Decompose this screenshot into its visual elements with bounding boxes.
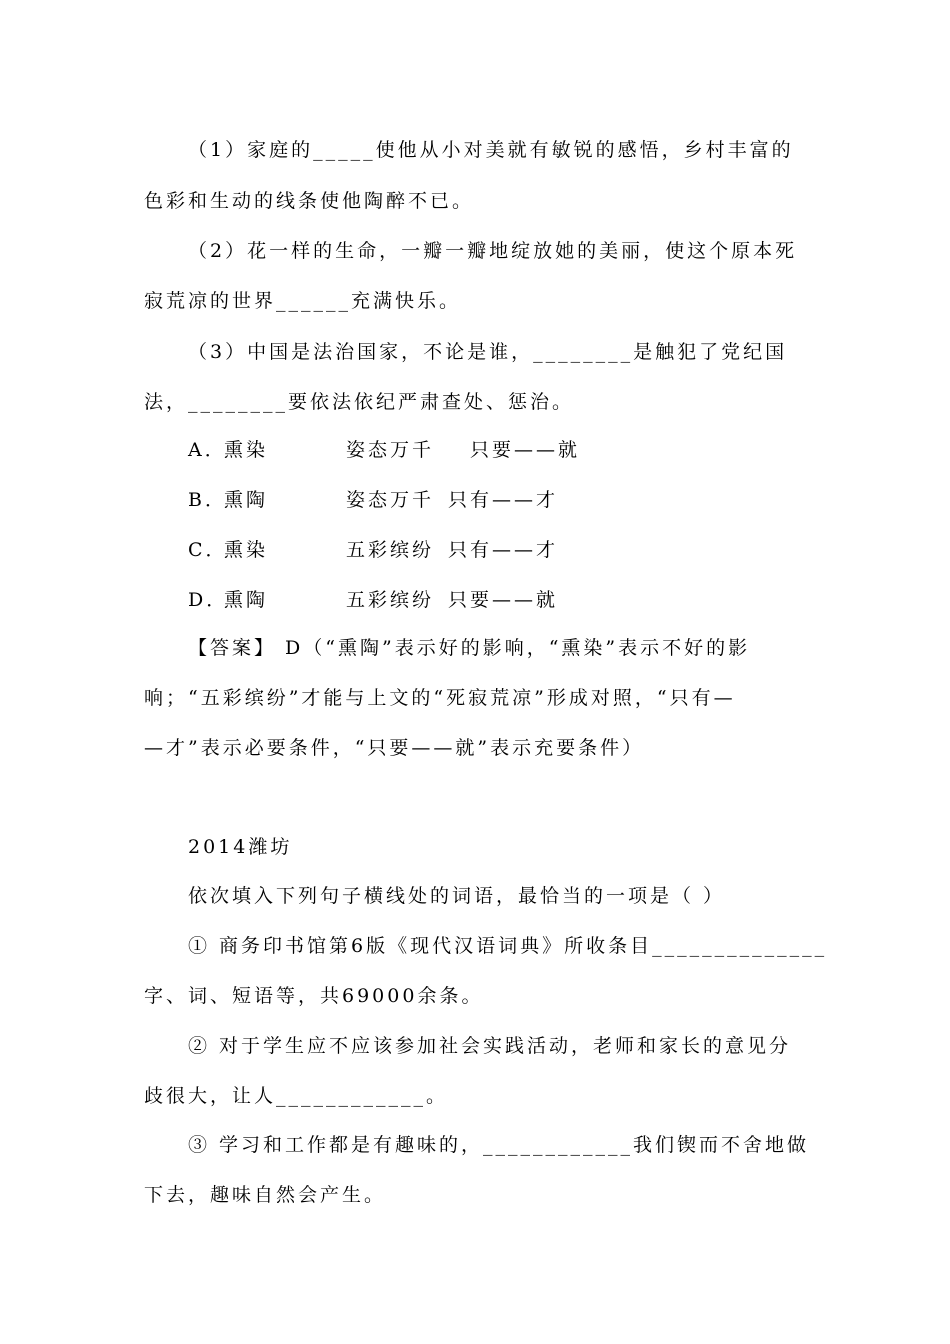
- question-1-line-2: 色彩和生动的线条使他陶醉不已。: [144, 190, 475, 212]
- option-letter: A．: [188, 439, 227, 461]
- option-word: 熏陶: [224, 489, 269, 511]
- sentence-2-line-2: 歧很大，让人____________。: [144, 1085, 449, 1107]
- option-letter: B．: [188, 489, 227, 511]
- option-conjunction: 只有——才: [448, 489, 559, 511]
- sentence-3-line-1: ③ 学习和工作都是有趣味的，____________我们锲而不舍地做: [188, 1134, 810, 1156]
- question-1-line-1: （1）家庭的_____使他从小对美就有敏锐的感悟，乡村丰富的: [188, 139, 794, 161]
- option-conjunction: 只有——才: [448, 539, 559, 561]
- option-idiom: 五彩缤纷: [346, 589, 435, 611]
- answer-line-1: 【答案】 D（“熏陶”表示好的影响，“熏染”表示不好的影: [188, 637, 751, 659]
- option-word: 熏陶: [224, 589, 269, 611]
- option-letter: C．: [188, 539, 228, 561]
- option-letter: D．: [188, 589, 229, 611]
- question-prompt: 依次填入下列句子横线处的词语，最恰当的一项是（ ）: [188, 885, 726, 907]
- sentence-2-line-1: ② 对于学生应不应该参加社会实践活动，老师和家长的意见分: [188, 1035, 792, 1057]
- section-heading: 2014潍坊: [188, 836, 293, 858]
- answer-line-2: 响；“五彩缤纷”才能与上文的“死寂荒凉”形成对照，“只有—: [144, 687, 736, 709]
- answer-line-3: —才”表示必要条件，“只要——就”表示充要条件）: [144, 737, 645, 759]
- option-idiom: 五彩缤纷: [346, 539, 435, 561]
- question-3-line-1: （3）中国是法治国家，不论是谁，________是触犯了党纪国: [188, 341, 788, 363]
- question-2-line-1: （2）花一样的生命，一瓣一瓣地绽放她的美丽，使这个原本死: [188, 240, 798, 262]
- question-3-line-2: 法，________要依法依纪严肃查处、惩治。: [144, 391, 575, 413]
- option-idiom: 姿态万千: [346, 439, 435, 461]
- question-2-line-2: 寂荒凉的世界______充满快乐。: [144, 290, 462, 312]
- sentence-1-line-1: ① 商务印书馆第6版《现代汉语词典》所收条目______________: [188, 935, 828, 957]
- option-conjunction: 只要——就: [448, 589, 559, 611]
- sentence-3-line-2: 下去，趣味自然会产生。: [144, 1184, 387, 1206]
- option-word: 熏染: [224, 539, 269, 561]
- option-conjunction: 只要——就: [470, 439, 581, 461]
- sentence-1-line-2: 字、词、短语等，共69000余条。: [144, 985, 484, 1007]
- option-word: 熏染: [224, 439, 269, 461]
- option-idiom: 姿态万千: [346, 489, 435, 511]
